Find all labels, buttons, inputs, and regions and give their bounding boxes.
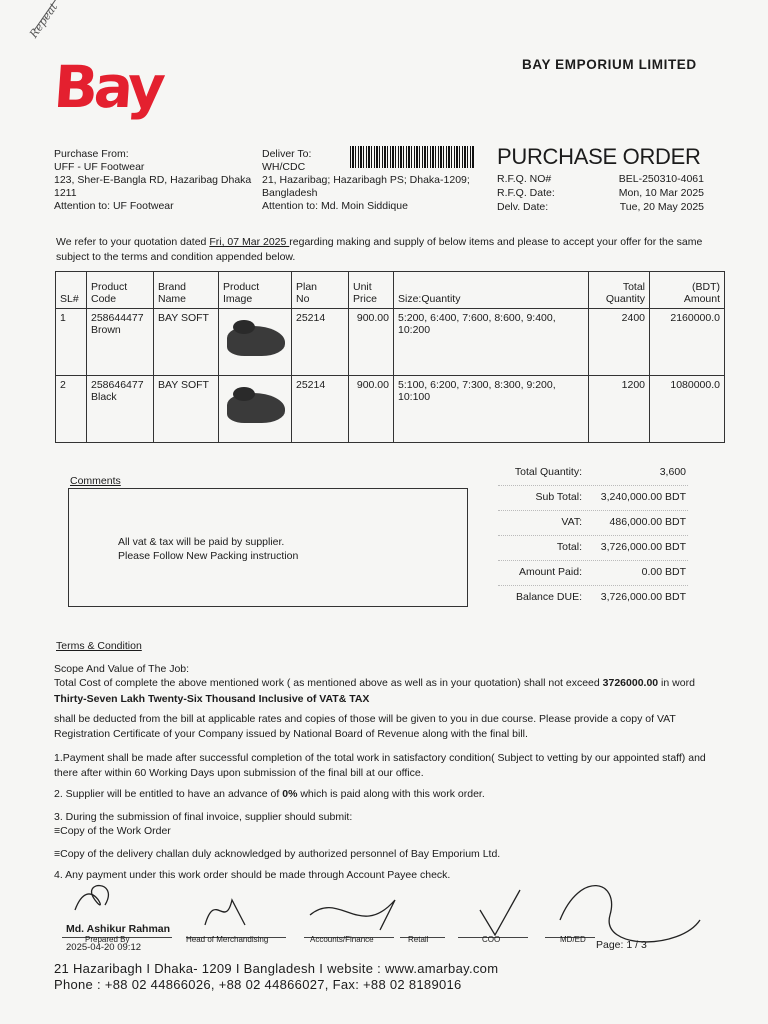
intro-pre: We refer to your quotation dated (56, 236, 210, 248)
row-plan: 25214 (292, 376, 349, 443)
comment-line-1: All vat & tax will be paid by supplier. (118, 536, 285, 548)
row-plan: 25214 (292, 309, 349, 376)
purchase-from-block (54, 148, 264, 213)
scope-amount: 3726000.00 (602, 677, 659, 689)
rfq-no: BEL-250310-4061 (618, 173, 704, 185)
row-amount: 1080000.0 (650, 376, 725, 443)
row-qty: 1200 (589, 376, 650, 443)
rfq-date-label: R.F.Q. Date: (497, 187, 555, 199)
term-3a: ≡Copy of the Work Order (54, 825, 171, 837)
term-1: 1.Payment shall be made after successful completion of the total work in satisfactory condition( Subject to vetting by our appointed staff) and there after within 60 Working Days upon submission of the final bill at our office. (54, 752, 706, 779)
vat: 486,000.00 BDT (609, 516, 686, 528)
supplier-address: 123, Sher-E-Bangla RD, Hazaribag Dhaka (54, 174, 252, 186)
terms-title: Terms & Condition (56, 640, 142, 652)
row-code: 258644477 Brown (87, 309, 154, 376)
table-header-row (56, 272, 725, 309)
bay-logo: Bay (51, 53, 164, 121)
balance-due: 3,726,000.00 BDT (600, 591, 686, 603)
supplier-address-2: 1211 (54, 187, 77, 199)
col-size: Size:Quantity (394, 272, 589, 309)
product-image (219, 309, 292, 376)
quotation-date: Fri, 07 Mar 2025 (209, 236, 290, 248)
page-number: 1 (626, 939, 633, 951)
col-brand: Brand Name (154, 272, 219, 309)
col-image: Product Image (219, 272, 292, 309)
prepared-by-name: Md. Ashikur Rahman (66, 923, 171, 935)
purchase-from-label: Purchase From: (54, 148, 129, 160)
col-qty: Total Quantity (589, 272, 650, 309)
coo-label: COO (482, 935, 501, 944)
col-price: Unit Price (349, 272, 394, 309)
row-amount: 2160000.0 (650, 309, 725, 376)
shoe-image (227, 326, 285, 356)
delv-date: Tue, 20 May 2025 (619, 201, 704, 213)
po-title: PURCHASE ORDER (497, 144, 701, 169)
prepared-date: 2025-04-20 09:12 (66, 942, 142, 953)
advance-percent: 0% (282, 788, 298, 800)
row-qty: 2400 (589, 309, 650, 376)
retail-label: Retail (408, 935, 429, 944)
sub-total-label: Sub Total: (535, 491, 582, 503)
col-sl: SL# (56, 272, 87, 309)
row-price: 900.00 (349, 376, 394, 443)
row-price: 900.00 (349, 309, 394, 376)
row-sizes: 5:200, 6:400, 7:600, 8:600, 9:400, 10:200 (394, 309, 589, 376)
delivery-attention (262, 200, 492, 213)
divider (498, 510, 688, 511)
table-row (56, 309, 725, 376)
row-sizes: 5:100, 6:200, 7:300, 8:300, 9:200, 10:100 (394, 376, 589, 443)
items-table (55, 271, 725, 443)
divider (498, 560, 688, 561)
head-merch-label: Head of Merchandising (186, 935, 269, 944)
row-sl: 2 (56, 376, 87, 443)
term-3b: ≡Copy of the delivery challan duly acknowledged by authorized personnel of Bay Emporium Ltd. (54, 848, 501, 860)
shoe-image (227, 393, 285, 423)
comments-title: Comments (70, 475, 121, 487)
table-row (56, 376, 725, 443)
scope-text: Total Cost of complete the above mentioned work ( as mentioned above as well as in your quotation) shall not exceed 3726000.00 in word (54, 677, 695, 689)
col-plan: Plan No (292, 272, 349, 309)
amount-paid-label: Amount Paid: (518, 566, 582, 578)
page-indicator: Page: 1 / 3 (596, 939, 647, 951)
total-quantity-label: Total Quantity: (514, 466, 582, 478)
balance-due-label: Balance DUE: (516, 591, 582, 603)
deliver-to-label: Deliver To: (262, 148, 312, 160)
supplier-attention: Attention to: UF Footwear (54, 200, 174, 212)
handwritten-note: Repeat (27, 0, 61, 41)
term-2: 2. Supplier will be entitled to have an advance of 0% which is paid along with this work order. (54, 788, 485, 800)
amount-paid: 0.00 BDT (641, 566, 686, 578)
attention-label: Attention to: (262, 200, 319, 212)
col-code: Product Code (87, 272, 154, 309)
divider (498, 585, 688, 586)
total-label: Total: (556, 541, 582, 553)
footer-contact: Phone : +88 02 44866026, +88 02 44866027, Fax: +88 02 8189016 (54, 977, 462, 992)
intro-text (56, 235, 706, 265)
term-3: 3. During the submission of final invoice, supplier should submit: (54, 811, 353, 823)
vat-label: VAT: (561, 516, 582, 528)
supplier-name: UFF - UF Footwear (54, 161, 145, 173)
row-brand: BAY SOFT (154, 376, 219, 443)
term-4: 4. Any payment under this work order should be made through Account Payee check. (54, 869, 451, 881)
col-amount: (BDT) Amount (650, 272, 725, 309)
delivery-name: WH/CDC (262, 161, 306, 173)
delv-date-label: Delv. Date: (497, 201, 549, 213)
row-sl: 1 (56, 309, 87, 376)
company-name: BAY EMPORIUM LIMITED (522, 57, 697, 72)
prepared-by-label: Prepared By (85, 935, 130, 944)
product-image (219, 376, 292, 443)
divider (498, 485, 688, 486)
comment-line-2: Please Follow New Packing instruction (118, 550, 299, 562)
intro-post: regarding making and supply of below items and please to accept your offer for the same subject to the terms and condition appended below. (56, 236, 703, 263)
delivery-address: 21, Hazaribag; Hazaribagh PS; Dhaka-1209; (262, 174, 470, 186)
total: 3,726,000.00 BDT (600, 541, 686, 553)
sub-total: 3,240,000.00 BDT (600, 491, 686, 503)
row-code: 258646477 Black (87, 376, 154, 443)
scope-title: Scope And Value of The Job: (54, 663, 190, 675)
rfq-date: Mon, 10 Mar 2025 (618, 187, 704, 199)
deduction-text: shall be deducted from the bill at applicable rates and copies of those will be given to you in due course. Please provide a copy of VAT Registration Certificate of your Company issued by National Board of Revenue along with the final bill. (54, 713, 676, 740)
page-total: 3 (640, 939, 647, 951)
barcode (350, 146, 474, 168)
footer-address: 21 Hazaribagh I Dhaka- 1209 I Bangladesh I website : www.amarbay.com (54, 961, 499, 976)
md-label: MD/ED (560, 935, 586, 944)
rfq-no-label: R.F.Q. NO# (497, 173, 552, 185)
delivery-country: Bangladesh (262, 187, 318, 199)
divider (498, 535, 688, 536)
total-quantity: 3,600 (659, 466, 686, 478)
accounts-label: Accounts/Finance (310, 935, 374, 944)
row-brand: BAY SOFT (154, 309, 219, 376)
attention-name: Md. Moin Siddique (320, 200, 408, 212)
scope-words: Thirty-Seven Lakh Twenty-Six Thousand Inclusive of VAT& TAX (54, 693, 370, 705)
